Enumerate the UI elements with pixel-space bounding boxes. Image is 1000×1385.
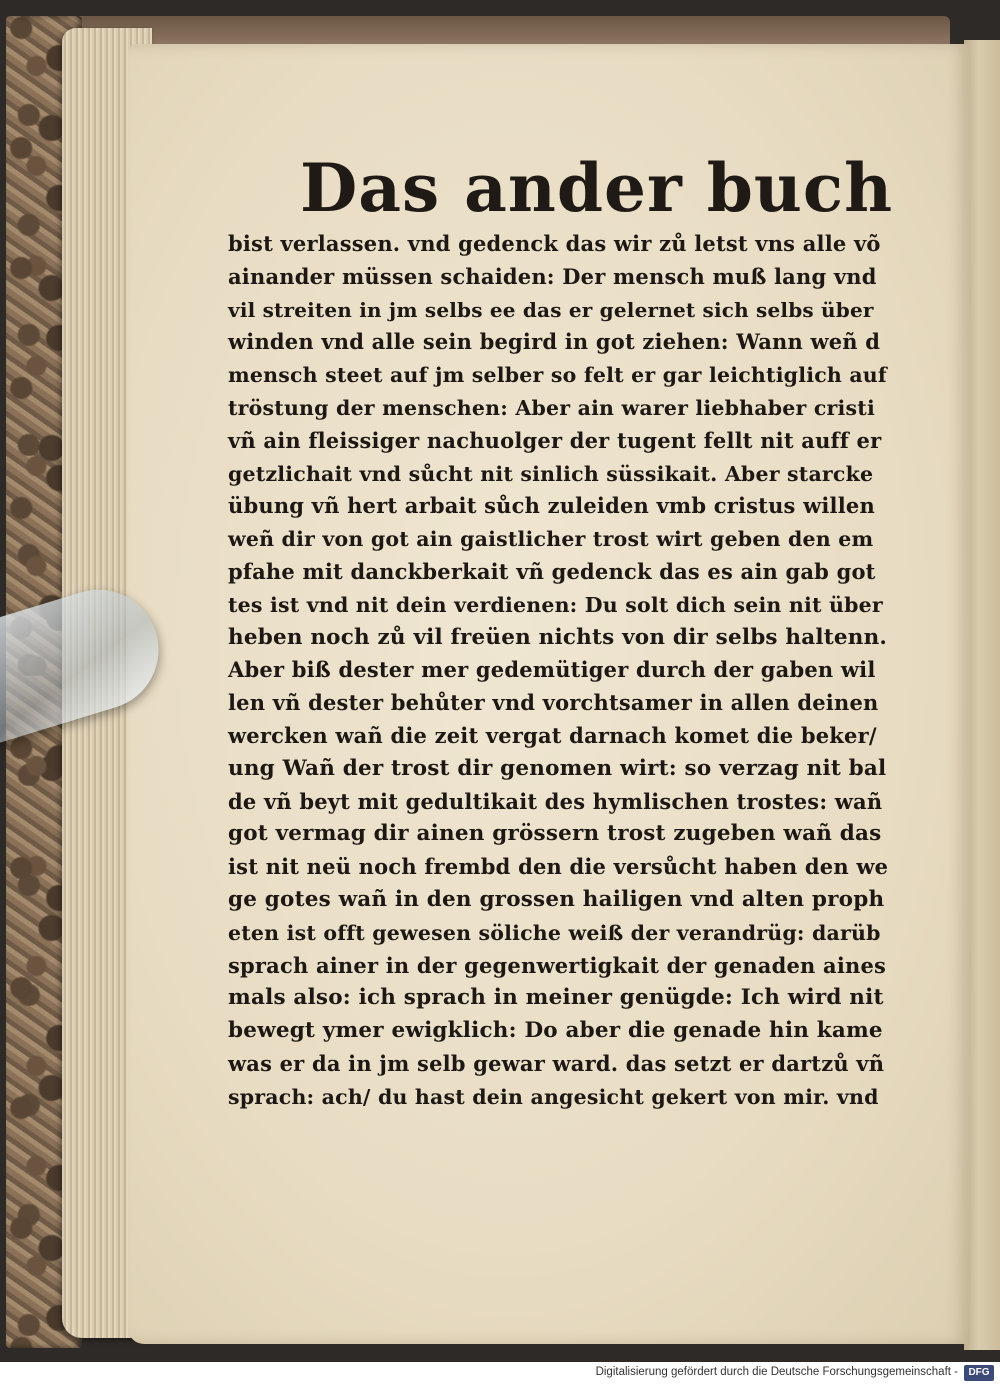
text-line: ainander müssen schaiden: Der mensch muß lang vnd bbox=[228, 263, 877, 289]
dfg-logo-icon: DFG bbox=[964, 1365, 994, 1381]
text-line: was er da in jm selb gewar ward. das setzt er dartzů vñ bbox=[228, 1050, 885, 1076]
text-line: weñ dir von got ain gaistlicher trost wirt geben den em bbox=[228, 527, 874, 552]
text-line: Aber biß dester mer gedemütiger durch der gaben wil bbox=[228, 657, 876, 683]
text-line: tes ist vnd nit dein verdienen: Du solt dich sein nit über bbox=[228, 592, 883, 617]
text-line: vñ ain fleissiger nachuolger der tugent fellt nit auff er bbox=[228, 427, 882, 453]
text-line: de vñ beyt mit gedultikait des hymlischen trostes: wañ bbox=[228, 788, 883, 814]
text-line: wercken wañ die zeit vergat darnach komet die beker/ bbox=[228, 722, 877, 748]
text-line: vil streiten in jm selbs ee das er gelernet sich selbs über bbox=[228, 297, 874, 322]
text-line: pfahe mit danckberkait vñ gedenck das es ain gab got bbox=[228, 558, 876, 584]
text-line: len vñ dester behůter vnd vorchtsamer in allen deinen bbox=[228, 690, 879, 716]
book-top-edge bbox=[20, 16, 950, 44]
text-line: heben noch zů vil freüen nichts von dir selbs haltenn. bbox=[228, 624, 888, 650]
text-line: sprach: ach/ du hast dein angesicht gekert von mir. vnd bbox=[228, 1084, 879, 1109]
page-heading: Das ander buch bbox=[300, 149, 894, 227]
text-line: übung vñ hert arbait sůch zuleiden vmb cristus willen bbox=[228, 493, 875, 519]
text-line: eten ist offt gewesen söliche weiß der verandrüg: darüb bbox=[228, 920, 881, 945]
page-text-block bbox=[228, 228, 888, 1114]
text-line: bewegt ymer ewigklich: Do aber die genade hin kame bbox=[228, 1018, 883, 1044]
text-line: got vermag dir ainen grössern trost zugeben wañ das bbox=[228, 821, 882, 847]
footer-bar bbox=[0, 1362, 1000, 1385]
text-line: mals also: ich sprach in meiner genügde: Ich wird nit bbox=[228, 985, 884, 1011]
text-line: ist nit neü noch frembd den die versůcht haben den we bbox=[228, 854, 889, 880]
text-line: ung Wañ der trost dir genomen wirt: so verzag nit bal bbox=[228, 755, 887, 781]
text-line: ge gotes wañ in den grossen hailigen vnd alten proph bbox=[228, 886, 885, 912]
text-line: sprach ainer in der gegenwertigkait der genaden aines bbox=[228, 952, 887, 978]
text-line: mensch steet auf jm selber so felt er gar leichtiglich auf bbox=[228, 363, 887, 388]
text-line: winden vnd alle sein begird in got ziehen: Wann weñ d bbox=[228, 329, 881, 355]
text-line: tröstung der menschen: Aber ain warer liebhaber cristi bbox=[228, 395, 875, 420]
text-line: bist verlassen. vnd gedenck das wir zů letst vns alle võ bbox=[228, 231, 881, 256]
text-line: getzlichait vnd sůcht nit sinlich süssikait. Aber starcke bbox=[228, 461, 874, 486]
footer-credit: Digitalisierung gefördert durch die Deutsche Forschungsgemeinschaft - bbox=[595, 1366, 958, 1378]
